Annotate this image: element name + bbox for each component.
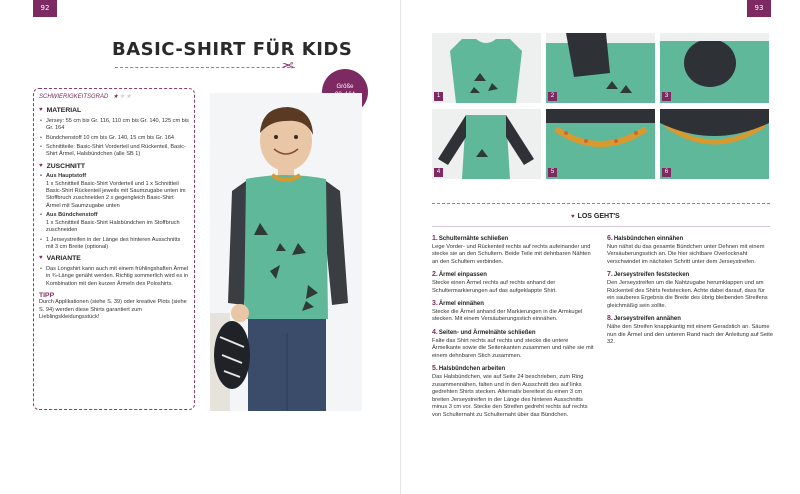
info-box: [33, 88, 195, 410]
boy-illustration: [210, 93, 362, 411]
tipp-body: Durch Applikationen (siehe S. 39) oder kreative Plots (siehe S. 94) werden diese Shirts garantiert zum Lieblingskleidungsstück!: [39, 299, 187, 321]
step-body: Nun nähst du das gesamte Bündchen unter Dehnen mit einem Versäuberungsstich an. Die hier sichtbare Overlocknaht verschwindet im nächsten Schritt unter dem Jerseystreifen.: [607, 243, 765, 265]
step-body: Den Jerseystreifen um die Nahtzugabe herumklappen und am Rückenteil des Shirts feststecken. Achte dabei darauf, dass für ein sauberes Ergebnis die Breite des übrig bleibenden Streifens gleichmäßig sein sollte.: [607, 279, 768, 309]
step-title: [432, 329, 598, 338]
heart-icon: ♥: [39, 162, 43, 169]
step-photo-3: [660, 33, 769, 103]
step-number: 2.: [432, 271, 438, 279]
neckband-pin-icon: [546, 109, 655, 179]
step-photo-number: 1: [434, 92, 443, 101]
dashed-divider: [432, 203, 770, 204]
step-title-text: Halsbündchen arbeiten: [438, 366, 506, 373]
step-title: [432, 365, 598, 374]
size-badge-label: Größe: [336, 84, 354, 90]
star-empty-icon: ★★: [119, 94, 133, 100]
step-title: [607, 315, 773, 324]
zuschnitt-group-title: • Aus Bündchenstoff: [39, 212, 189, 219]
steps-column-right: [607, 235, 773, 352]
title-dashed-rule: [115, 67, 295, 68]
step-number: 4.: [432, 328, 438, 336]
difficulty-label: SCHWIERIGKEITSGRAD: [39, 94, 109, 100]
heart-icon: ♥: [39, 107, 43, 114]
instruction-step: [607, 235, 773, 266]
difficulty-row: [39, 94, 189, 101]
instruction-step: [432, 235, 598, 266]
difficulty-stars-icon: [113, 94, 132, 100]
instruction-step: [607, 271, 773, 310]
instruction-step: [607, 315, 773, 346]
step-title: [607, 271, 773, 280]
instruction-step: [432, 365, 598, 419]
step-body: Nähe den Streifen knappkantig mit einem Geradstich an. Säume nun die Ärmel und den unteren Rand nach der Anleitung auf Seite 32.: [607, 323, 774, 346]
step-photo-number: 2: [548, 92, 557, 101]
step-photo-6: [660, 109, 769, 179]
step-number: 6.: [607, 235, 613, 242]
material-heading: [39, 107, 189, 114]
heart-icon: ♥: [39, 255, 43, 262]
step-photo-4: [432, 109, 541, 179]
step-number: 5.: [432, 365, 438, 373]
step-title: [432, 271, 598, 280]
page-title: BASIC-SHIRT FÜR KIDS: [112, 39, 353, 60]
step-title-text: Jerseystreifen annähen: [613, 316, 681, 323]
steps-column-left: [432, 235, 598, 424]
page-number-left: 92: [33, 0, 57, 17]
step-title-text: Ärmel einpassen: [438, 272, 487, 279]
side-seam-icon: [432, 109, 541, 179]
variante-body: • Das Longshirt kann auch mit einem frühlingshaften Ärmel in ¾-Länge genäht werden. Richtig sommerlich wird es in Kombination mit den kurzen Ärmeln des Poloshirts.: [39, 266, 189, 288]
step-body: Stecke die Ärmel anhand der Markierungen in die Armkugel stecken. Mit einem Versäuberungsstich einnähen.: [432, 308, 583, 323]
step-number: 3.: [432, 300, 438, 308]
step-number: 1.: [432, 235, 438, 242]
step-title: [607, 235, 773, 244]
step-photo-number: 6: [662, 168, 671, 177]
variante-heading-text: VARIANTE: [46, 255, 81, 263]
step-photo-number: 3: [662, 92, 671, 101]
step-body: Falte das Shirt rechts auf rechts und stecke die untere Ärmelkante sowie die Seitenkanten zusammen und nähe sie mit einem dehnbaren Stich zusammen.: [432, 337, 594, 359]
section-heading: [571, 213, 620, 220]
step-title-text: Jerseystreifen feststecken: [613, 272, 690, 279]
step-number: 7.: [607, 271, 613, 279]
step-title-text: Seiten- und Ärmelnähte schließen: [438, 329, 536, 336]
star-filled-icon: ★: [113, 94, 120, 100]
zuschnitt-heading: [39, 163, 189, 170]
tipp-heading: TIPP: [39, 291, 55, 299]
step-body: Das Halsbündchen, wie auf Seite 24 beschrieben, zum Ring zusammennähen, falten und in den Ausschnitt des auf links gedrehten Shirts stecken. Alternativ bereitest du einen 3 cm breiten Jerseystreifen in der Länge des hinteren Ausschnitts minus 3 cm vor. Stecke den Streifen gedreht rechts auf rechts von Schulternaht zu Schulternaht über das Bündchen.: [432, 373, 588, 418]
material-heading-text: MATERIAL: [46, 107, 82, 115]
material-item: • Schnittteile: Basic-Shirt Vorderteil und Rückenteil, Basic-Shirt Ärmel, Halsbündchen (alle SB 1): [39, 144, 189, 159]
section-heading-text: LOS GEHT'S: [577, 213, 620, 220]
neckband-sewn-icon: [660, 109, 769, 179]
step-title: [432, 235, 598, 244]
step-photo-2: [546, 33, 655, 103]
instruction-step: [432, 271, 598, 295]
zuschnitt-group-title: • Aus Hauptstoff: [39, 173, 189, 180]
scissors-icon: ✂: [282, 57, 294, 73]
zuschnitt-group-body: 1 x Schnittteil Basic-Shirt Vorderteil und 1 x Schnittteil Basic-Shirt Rückenteil jeweils mit Saumzugabe unten im Stoffbruch zuschneiden 2 x gegengleich Basic-Shirt Ärmel mit Saumzugabe unten: [46, 180, 186, 209]
step-photo-number: 5: [548, 168, 557, 177]
page-number-right: 93: [747, 0, 771, 17]
sleeve-sewn-icon: [660, 33, 769, 103]
zuschnitt-extra: • 1 Jerseystreifen in der Länge des hinteren Ausschnitts mit 3 cm Breite (optional): [39, 237, 189, 252]
sleeve-pin-icon: [546, 33, 655, 103]
step-photo-1: [432, 33, 541, 103]
step-title-text: Ärmel einnähen: [438, 301, 484, 308]
step-number: 8.: [607, 315, 613, 323]
shirt-body-flat-icon: [432, 33, 541, 103]
zuschnitt-group-body: 1 x Schnittteil Basic-Shirt Halsbündchen im Stoffbruch zuschneiden: [46, 219, 180, 234]
boy-shirt-photo: [210, 93, 362, 411]
material-item: • Jersey: 55 cm bis Gr. 116, 110 cm bis Gr. 140, 125 cm bis Gr. 164: [39, 118, 189, 133]
right-page: [400, 0, 800, 494]
instruction-step: [432, 329, 598, 360]
zuschnitt-heading-text: ZUSCHNITT: [46, 162, 86, 170]
heart-icon: ♥: [571, 213, 575, 220]
step-body: Lege Vorder- und Rückenteil rechts auf rechts aufeinander und stecke sie an den Schultern. Beide Teile mit dehnbaren Nähten an den Schultern verbinden.: [432, 243, 591, 265]
material-item: • Bündchenstoff 10 cm bis Gr. 140, 15 cm bis Gr. 164: [39, 135, 189, 142]
step-title-text: Halsbündchen einnähen: [613, 236, 684, 242]
step-title: [432, 300, 598, 309]
step-photo-grid: [432, 33, 770, 180]
instruction-step: [432, 300, 598, 324]
step-body: Stecke einen Ärmel rechts auf rechts anhand der Schultermarkierungen auf das aufgeklappte Shirt.: [432, 279, 557, 294]
variante-heading: [39, 255, 189, 262]
step-photo-number: 4: [434, 168, 443, 177]
step-title-text: Schulternähte schließen: [438, 236, 509, 242]
step-photo-5: [546, 109, 655, 179]
section-rule: [432, 226, 770, 227]
